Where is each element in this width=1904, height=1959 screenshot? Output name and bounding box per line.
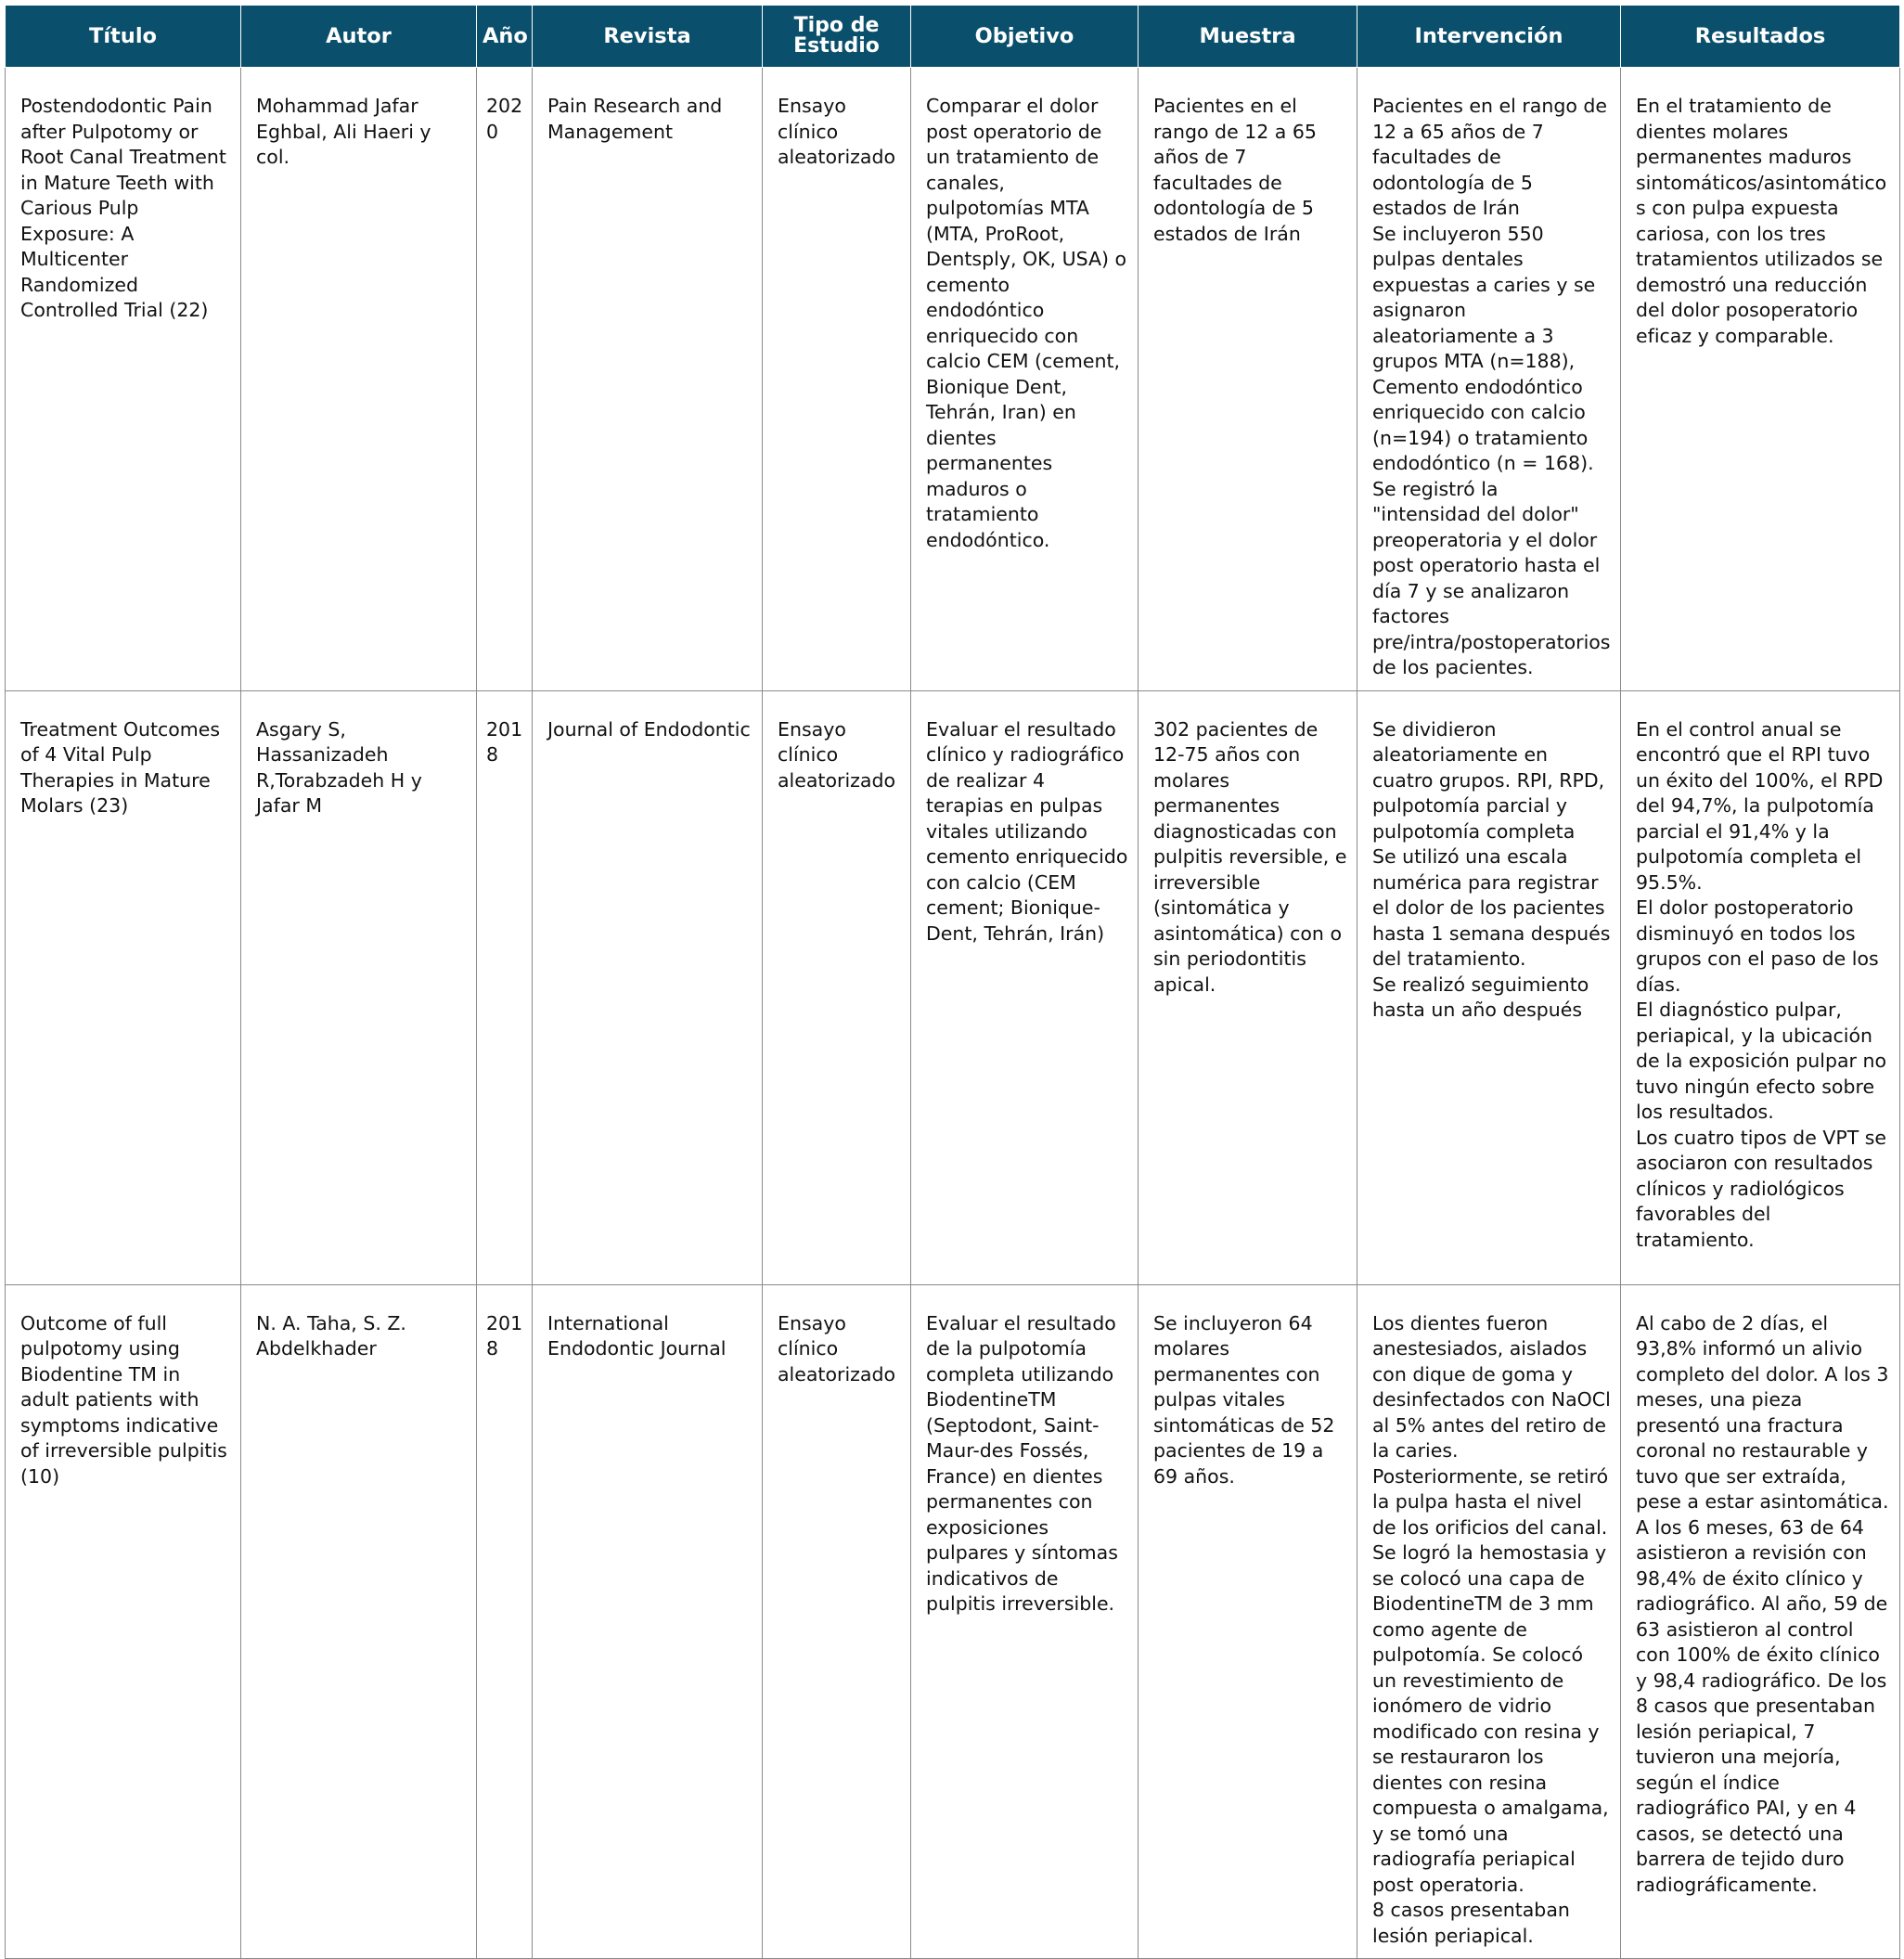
cell-titulo-text: Postendodontic Pain after Pulpotomy or Root Canal Treatment in Mature Teeth with Carious Pulp Exposure: A Multicenter Randomized Controlled Trial (22) — [20, 95, 233, 321]
cell-objetivo — [911, 690, 1139, 1284]
cell-resultados-text: En el tratamiento de dientes molares permanentes maduros sintomáticos/asintomáticos con pulpa expuesta cariosa, con los tres tratamientos utilizados se demostró una reducción del dolor posoperatorio eficaz y comparable. — [1636, 95, 1889, 347]
cell-tipo-estudio-text: Ensayo clínico aleatorizado — [778, 95, 896, 168]
cell-autor-text: Mohammad Jafar Eghbal, Ali Haeri y col. — [256, 95, 438, 168]
cell-anio-text: 2018 — [486, 1311, 523, 1360]
cell-titulo-text: Treatment Outcomes of 4 Vital Pulp Therapies in Mature Molars (23) — [20, 717, 226, 817]
header-anio: Año — [477, 6, 533, 68]
cell-tipo-estudio — [763, 68, 911, 691]
cell-muestra-text: Se incluyeron 64 molares permanentes con pulpas vitales sintomáticas de 52 pacientes de 19 a 69 años. — [1153, 1311, 1342, 1488]
literature-review-table — [5, 5, 1900, 1959]
cell-anio-text: 2020 — [486, 95, 523, 143]
cell-muestra — [1139, 68, 1357, 691]
cell-titulo-text: Outcome of full pulpotomy using Biodentine TM in adult patients with symptoms indicative of irreversible pulpitis (10) — [20, 1311, 234, 1488]
cell-resultados — [1621, 1284, 1900, 1959]
cell-revista — [533, 1284, 763, 1959]
cell-objetivo — [911, 68, 1139, 691]
header-tipo-estudio: Tipo de Estudio — [763, 6, 911, 68]
header-objetivo: Objetivo — [911, 6, 1139, 68]
cell-anio-text: 2018 — [486, 717, 523, 766]
cell-resultados-text: Al cabo de 2 días, el 93,8% informó un alivio completo del dolor. A los 3 meses, una pieza presentó una fractura coronal no restaurable y tuvo que ser extraída, pese a estar asintomática. A los 6 meses, 63 de 64 asistieron a revisión con 98,4% de éxito clínico y radiográfico. Al año, 59 de 63 asistieron al control con 100% de éxito clínico y 98,4 radiográfico. De los 8 casos que presentaban lesión periapical, 7 tuvieron una mejoría, según el índice radiográfico PAI, y en 4 casos, se detectó una barrera de tejido duro radiográficamente. — [1636, 1311, 1896, 1896]
header-resultados: Resultados — [1621, 6, 1900, 68]
cell-muestra — [1139, 690, 1357, 1284]
cell-autor — [241, 1284, 477, 1959]
cell-intervencion-text: Se dividieron aleatoriamente en cuatro grupos. RPI, RPD, pulpotomía parcial y pulpotomía completa Se utilizó una escala numérica para registrar el dolor de los pacientes hasta 1 semana después del tratamiento. Se realizó seguimiento hasta un año después — [1372, 717, 1611, 1021]
cell-titulo — [6, 1284, 241, 1959]
header-muestra: Muestra — [1139, 6, 1357, 68]
header-revista: Revista — [533, 6, 763, 68]
cell-revista — [533, 68, 763, 691]
cell-autor — [241, 690, 477, 1284]
cell-autor — [241, 68, 477, 691]
cell-tipo-estudio — [763, 690, 911, 1284]
cell-intervencion-text: Los dientes fueron anestesiados, aislados con dique de goma y desinfectados con NaOCl al 5% antes del retiro de la caries. Posteriormente, se retiró la pulpa hasta el nivel de los orificios del canal. Se logró la hemostasia y se colocó una capa de BiodentineTM de 3 mm como agente de pulpotomía. Se colocó un revestimiento de ionómero de vidrio modificado con resina y se restauraron los dientes con resina compuesta o amalgama, y se tomó una radiografía periapical post operatoria. 8 casos presentaban lesión periapical. — [1372, 1311, 1611, 1947]
cell-muestra — [1139, 1284, 1357, 1959]
cell-objetivo — [911, 1284, 1139, 1959]
cell-objetivo-text: Evaluar el resultado clínico y radiográfico de realizar 4 terapias en pulpas vitales utilizando cemento enriquecido con calcio (CEM cement; Bionique-Dent, Tehrán, Irán) — [926, 717, 1134, 945]
cell-tipo-estudio — [763, 1284, 911, 1959]
cell-objetivo-text: Comparar el dolor post operatorio de un tratamiento de canales, pulpotomías MTA (MTA, ProRoot, Dentsply, OK, USA) o cemento endodóntico enriquecido con calcio CEM (cement, Bionique Dent, Tehrán, Iran) en dientes permanentes maduros o tratamiento endodóntico. — [926, 95, 1133, 551]
cell-intervencion-text: Pacientes en el rango de 12 a 65 años de 7 facultades de odontología de 5 estados de Irán Se incluyeron 550 pulpas dentales expuestas a caries y se asignaron aleatoriamente a 3 grupos MTA (n=188), Cemento endodóntico enriquecido con calcio (n=194) o tratamiento endodóntico (n = 168). Se registró la "intensidad del dolor" preoperatoria y el dolor post operatorio hasta el día 7 y se analizaron factores pre/intra/postoperatorios de los pacientes. — [1372, 95, 1611, 678]
cell-autor-text: Asgary S, Hassanizadeh R,Torabzadeh H y Jafar M — [256, 717, 429, 817]
cell-revista-text: Pain Research and Management — [547, 95, 728, 143]
cell-autor-text: N. A. Taha, S. Z. Abdelkhader — [256, 1311, 413, 1360]
cell-intervencion — [1357, 1284, 1621, 1959]
cell-intervencion — [1357, 68, 1621, 691]
cell-anio — [477, 690, 533, 1284]
cell-revista-text: International Endodontic Journal — [547, 1311, 727, 1360]
cell-anio — [477, 1284, 533, 1959]
cell-tipo-estudio-text: Ensayo clínico aleatorizado — [778, 1311, 896, 1385]
cell-tipo-estudio-text: Ensayo clínico aleatorizado — [778, 717, 896, 792]
cell-resultados — [1621, 690, 1900, 1284]
table-row — [6, 68, 1900, 691]
cell-revista — [533, 690, 763, 1284]
cell-objetivo-text: Evaluar el resultado de la pulpotomía completa utilizando BiodentineTM (Septodont, Saint-Maur-des Fossés, France) en dientes permanentes con exposiciones pulpares y síntomas indicativos de pulpitis irreversible. — [926, 1311, 1125, 1615]
header-autor: Autor — [241, 6, 477, 68]
table-row — [6, 690, 1900, 1284]
header-titulo: Título — [6, 6, 241, 68]
cell-titulo — [6, 690, 241, 1284]
cell-titulo — [6, 68, 241, 691]
cell-anio — [477, 68, 533, 691]
cell-revista-text: Journal of Endodontic — [547, 717, 751, 741]
cell-muestra-text: 302 pacientes de 12-75 años con molares permanentes diagnosticadas con pulpitis reversible, e irreversible (sintomática y asintomática) con o sin periodontitis apical. — [1153, 717, 1353, 996]
cell-intervencion — [1357, 690, 1621, 1284]
cell-resultados — [1621, 68, 1900, 691]
cell-muestra-text: Pacientes en el rango de 12 a 65 años de 7 facultades de odontología de 5 estados de Irán — [1153, 95, 1323, 245]
cell-resultados-text: En el control anual se encontró que el RPI tuvo un éxito del 100%, el RPD del 94,7%, la pulpotomía parcial el 91,4% y la pulpotomía completa el 95.5%. El dolor postoperatorio disminuyó en todos los grupos con el paso de los días. El diagnóstico pulpar, periapical, y la ubicación de la exposición pulpar no tuvo ningún efecto sobre los resultados. Los cuatro tipos de VPT se asociaron con resultados clínicos y radiológicos favorables del tratamiento. — [1636, 717, 1887, 1251]
header-intervencion: Intervención — [1357, 6, 1621, 68]
table-header-row — [6, 6, 1900, 68]
document-page — [5, 5, 1899, 1959]
table-row — [6, 1284, 1900, 1959]
